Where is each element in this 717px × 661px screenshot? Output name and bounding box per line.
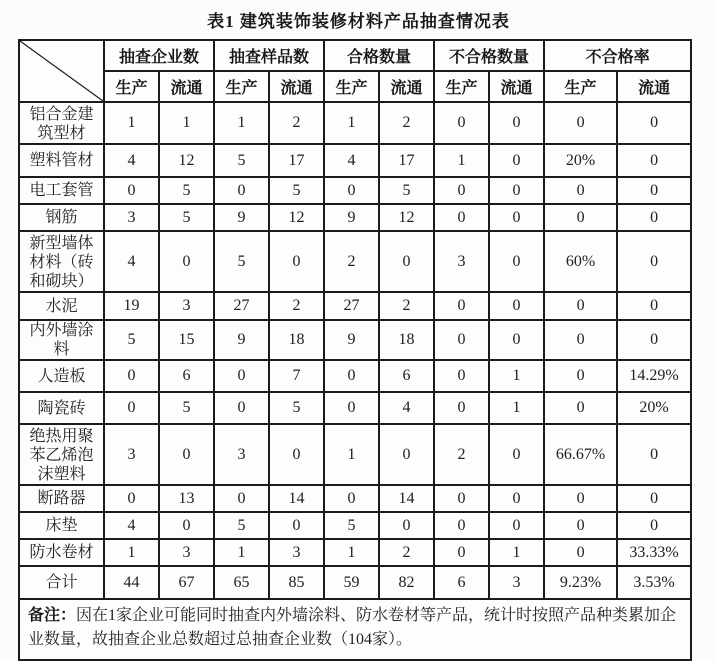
data-cell: 4 [104,144,159,177]
data-cell: 27 [214,292,269,320]
document-page [0,7,717,648]
data-cell: 3 [159,539,214,566]
diagonal-line-icon [20,41,103,101]
row-header: 合计 [19,566,104,599]
data-cell: 0 [214,485,269,512]
data-cell: 0 [159,231,214,292]
data-cell: 0 [434,392,489,424]
row-header: 电工套管 [19,177,104,204]
data-cell: 3 [159,292,214,320]
data-cell: 67 [159,566,214,599]
data-cell: 82 [379,566,434,599]
data-cell: 2 [269,102,324,144]
data-cell: 65 [214,566,269,599]
data-cell: 5 [269,177,324,204]
table-row [19,102,691,144]
data-cell: 2 [324,231,379,292]
data-cell: 0 [617,177,691,204]
data-cell: 0 [617,485,691,512]
table-row [19,539,691,566]
data-cell: 5 [214,144,269,177]
col-group-samples-sampled: 抽查样品数 [214,40,324,71]
data-cell: 13 [159,485,214,512]
data-cell: 3 [269,539,324,566]
data-cell: 14.29% [617,360,691,392]
table-row [19,360,691,392]
data-cell: 15 [159,320,214,360]
data-cell: 0 [489,292,544,320]
data-cell: 6 [379,360,434,392]
corner-cell [19,40,104,102]
inspection-table [18,39,692,661]
data-cell: 12 [269,204,324,231]
data-cell: 9 [324,204,379,231]
data-cell: 4 [104,512,159,539]
sub-header: 生产 [214,71,269,102]
data-cell: 0 [324,177,379,204]
data-cell: 0 [379,231,434,292]
data-cell: 0 [434,204,489,231]
row-header: 断路器 [19,485,104,512]
data-cell: 1 [214,102,269,144]
data-cell: 19 [104,292,159,320]
data-cell: 1 [159,102,214,144]
data-cell: 0 [544,539,617,566]
data-cell: 4 [324,144,379,177]
data-cell: 0 [434,320,489,360]
data-cell: 14 [379,485,434,512]
table-row [19,424,691,485]
data-cell: 5 [214,231,269,292]
data-cell: 0 [489,204,544,231]
data-cell: 1 [489,539,544,566]
data-cell: 2 [434,424,489,485]
data-cell: 0 [489,144,544,177]
data-cell: 27 [324,292,379,320]
data-cell: 0 [214,392,269,424]
row-header: 防水卷材 [19,539,104,566]
table-body [19,102,691,599]
row-header: 内外墙涂料 [19,320,104,360]
data-cell: 0 [617,424,691,485]
data-cell: 12 [379,204,434,231]
data-cell: 0 [617,512,691,539]
data-cell: 0 [489,485,544,512]
data-cell: 20% [617,392,691,424]
row-header: 铝合金建筑型材 [19,102,104,144]
data-cell: 2 [379,539,434,566]
data-cell: 1 [324,102,379,144]
data-cell: 0 [617,144,691,177]
data-cell: 5 [379,177,434,204]
data-cell: 2 [379,292,434,320]
data-cell: 0 [269,424,324,485]
data-cell: 33.33% [617,539,691,566]
data-cell: 18 [379,320,434,360]
row-header: 床垫 [19,512,104,539]
sub-header: 流通 [269,71,324,102]
data-cell: 1 [489,392,544,424]
row-header: 陶瓷砖 [19,392,104,424]
table-row [19,485,691,512]
data-cell: 0 [544,485,617,512]
data-cell: 0 [489,424,544,485]
row-header: 水泥 [19,292,104,320]
data-cell: 9 [214,204,269,231]
data-cell: 20% [544,144,617,177]
data-cell: 12 [159,144,214,177]
sub-header: 流通 [617,71,691,102]
data-cell: 0 [434,485,489,512]
note-row [19,599,691,660]
table-row [19,177,691,204]
data-cell: 0 [544,177,617,204]
col-group-unqualified-rate: 不合格率 [544,40,691,71]
sub-header: 流通 [159,71,214,102]
sub-header: 生产 [324,71,379,102]
data-cell: 0 [544,320,617,360]
header-sub-row [19,71,691,102]
data-cell: 0 [269,512,324,539]
data-cell: 66.67% [544,424,617,485]
data-cell: 0 [269,231,324,292]
data-cell: 4 [104,231,159,292]
data-cell: 0 [434,102,489,144]
col-group-enterprises-sampled: 抽查企业数 [104,40,214,71]
data-cell: 6 [159,360,214,392]
data-cell: 3 [214,424,269,485]
table-row [19,292,691,320]
data-cell: 0 [434,539,489,566]
data-cell: 1 [104,539,159,566]
data-cell: 1 [489,360,544,392]
data-cell: 44 [104,566,159,599]
data-cell: 60% [544,231,617,292]
data-cell: 0 [544,204,617,231]
data-cell: 14 [269,485,324,512]
data-cell: 3 [104,424,159,485]
note-label: 备注： [28,607,77,624]
data-cell: 0 [544,102,617,144]
sub-header: 生产 [544,71,617,102]
data-cell: 3 [104,204,159,231]
data-cell: 3.53% [617,566,691,599]
data-cell: 3 [434,231,489,292]
data-cell: 9 [214,320,269,360]
data-cell: 0 [104,392,159,424]
data-cell: 0 [379,424,434,485]
data-cell: 2 [269,292,324,320]
data-cell: 59 [324,566,379,599]
row-header: 人造板 [19,360,104,392]
data-cell: 0 [214,360,269,392]
data-cell: 0 [434,292,489,320]
data-cell: 0 [489,320,544,360]
data-cell: 0 [324,360,379,392]
data-cell: 5 [159,177,214,204]
data-cell: 0 [617,292,691,320]
note-cell [19,599,691,660]
data-cell: 5 [159,204,214,231]
data-cell: 0 [489,231,544,292]
data-cell: 0 [324,485,379,512]
header-group-row [19,40,691,71]
row-header: 绝热用聚苯乙烯泡沫塑料 [19,424,104,485]
data-cell: 0 [617,231,691,292]
sub-header: 生产 [434,71,489,102]
table-row [19,566,691,599]
data-cell: 0 [324,392,379,424]
table-header [19,40,691,102]
table-row [19,320,691,360]
col-group-unqualified-count: 不合格数量 [434,40,544,71]
sub-header: 流通 [489,71,544,102]
data-cell: 5 [159,392,214,424]
data-cell: 1 [214,539,269,566]
data-cell: 18 [269,320,324,360]
data-cell: 0 [544,392,617,424]
data-cell: 0 [544,360,617,392]
sub-header: 流通 [379,71,434,102]
data-cell: 0 [379,512,434,539]
data-cell: 0 [159,424,214,485]
table-title: 表1 建筑装饰装修材料产品抽查情况表 [207,12,510,31]
data-cell: 0 [617,320,691,360]
data-cell: 0 [489,512,544,539]
data-cell: 0 [104,485,159,512]
data-cell: 0 [104,177,159,204]
data-cell: 5 [324,512,379,539]
table-row [19,512,691,539]
data-cell: 0 [434,512,489,539]
table-row [19,204,691,231]
data-cell: 7 [269,360,324,392]
data-cell: 0 [489,177,544,204]
data-cell: 2 [379,102,434,144]
data-cell: 0 [159,512,214,539]
data-cell: 0 [544,292,617,320]
data-cell: 6 [434,566,489,599]
data-cell: 1 [324,539,379,566]
data-cell: 0 [544,512,617,539]
data-cell: 0 [214,177,269,204]
data-cell: 1 [434,144,489,177]
row-header: 塑料管材 [19,144,104,177]
data-cell: 17 [379,144,434,177]
data-cell: 5 [269,392,324,424]
data-cell: 9 [324,320,379,360]
data-cell: 0 [617,102,691,144]
note-text: 因在1家企业可能同时抽查内外墙涂料、防水卷材等产品，统计时按照产品种类累加企业数量，故抽查企业总数超过总抽查企业数（104家）。 [28,607,677,648]
data-cell: 0 [617,204,691,231]
table-footer [19,599,691,660]
data-cell: 0 [104,360,159,392]
table-row [19,231,691,292]
data-cell: 1 [324,424,379,485]
data-cell: 17 [269,144,324,177]
data-cell: 85 [269,566,324,599]
data-cell: 0 [489,102,544,144]
table-row [19,144,691,177]
data-cell: 5 [104,320,159,360]
row-header: 新型墙体材料（砖和砌块） [19,231,104,292]
data-cell: 1 [104,102,159,144]
data-cell: 0 [434,360,489,392]
data-cell: 4 [379,392,434,424]
row-header: 钢筋 [19,204,104,231]
data-cell: 3 [489,566,544,599]
table-row [19,392,691,424]
data-cell: 0 [434,177,489,204]
sub-header: 生产 [104,71,159,102]
col-group-qualified-count: 合格数量 [324,40,434,71]
data-cell: 9.23% [544,566,617,599]
data-cell: 5 [214,512,269,539]
